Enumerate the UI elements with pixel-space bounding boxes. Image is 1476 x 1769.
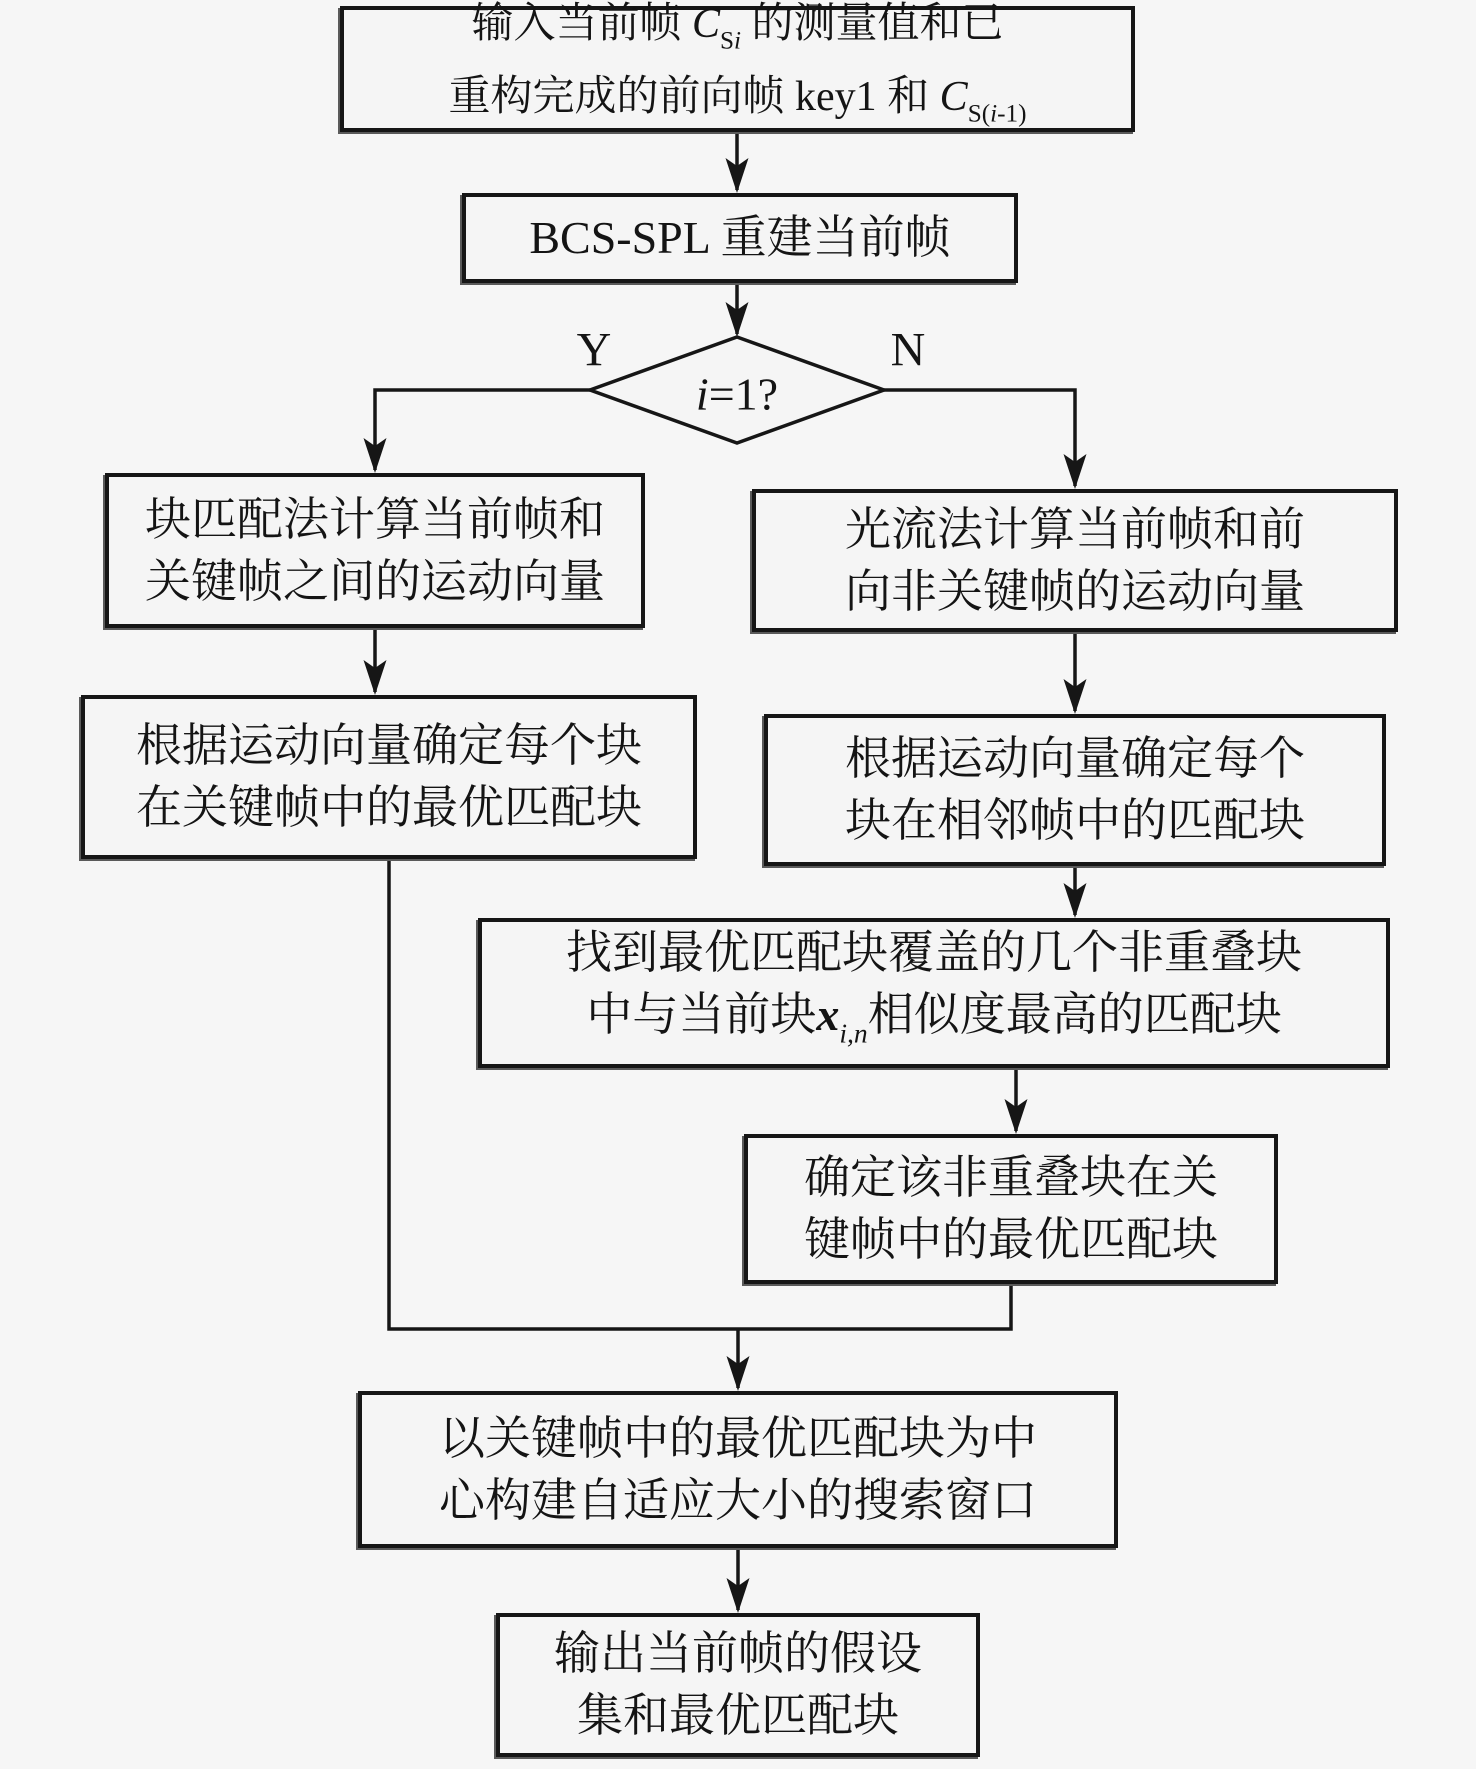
node-block-matching xyxy=(105,473,645,628)
decision-label: i=1? xyxy=(695,368,779,420)
node-text-line: 找到最优匹配块覆盖的几个非重叠块 xyxy=(566,926,1302,978)
connector-yes-branch xyxy=(375,390,590,470)
node-text-line: 键帧中的最优匹配块 xyxy=(804,1214,1218,1265)
node-text-line: 在关键帧中的最优匹配块 xyxy=(136,782,642,833)
node-build-search-window xyxy=(358,1391,1118,1548)
node-text-line: 块在相邻帧中的匹配块 xyxy=(845,795,1305,846)
label-yes: Y xyxy=(576,323,612,377)
node-text-line: 输入当前帧 $C_{Si}$ 的测量值和已 xyxy=(471,0,1004,54)
node-text-line: 关键帧之间的运动向量 xyxy=(145,555,605,607)
node-text-line: 中与当前块$x_{i,n}$相似度最高的匹配块 xyxy=(586,988,1282,1049)
connector-no-branch xyxy=(884,390,1075,486)
node-best-match-in-keyframe xyxy=(81,695,697,859)
node-text-line: 心构建自适应大小的搜索窗口 xyxy=(439,1474,1037,1526)
node-output-hypothesis-set xyxy=(496,1613,980,1757)
node-text-line: 以关键帧中的最优匹配块为中 xyxy=(439,1412,1037,1464)
node-input-measurements xyxy=(340,0,1135,132)
node-text-line: 重构完成的前向帧 key1 和 $C_{S(i-1)}$ xyxy=(448,74,1027,128)
node-text-line: BCS-SPL 重建当前帧 xyxy=(529,212,951,263)
node-bcs-spl-reconstruct xyxy=(462,193,1018,283)
node-text-line: 输出当前帧的假设 xyxy=(554,1628,922,1679)
node-optical-flow xyxy=(752,489,1398,632)
node-text-line: 确定该非重叠块在关 xyxy=(804,1152,1218,1203)
node-text-line: 根据运动向量确定每个 xyxy=(845,733,1305,784)
node-text-line: 向非关键帧的运动向量 xyxy=(845,565,1305,617)
node-text-line: 光流法计算当前帧和前 xyxy=(845,503,1305,555)
node-text-line: 根据运动向量确定每个块 xyxy=(136,720,642,771)
node-match-in-adjacent-frame xyxy=(764,714,1386,866)
node-text-line: 块匹配法计算当前帧和 xyxy=(145,493,605,545)
label-no: N xyxy=(890,323,926,377)
node-find-most-similar-block xyxy=(478,918,1390,1068)
node-best-match-of-nonoverlap-block xyxy=(744,1134,1278,1284)
node-text-line: 集和最优匹配块 xyxy=(577,1690,899,1741)
